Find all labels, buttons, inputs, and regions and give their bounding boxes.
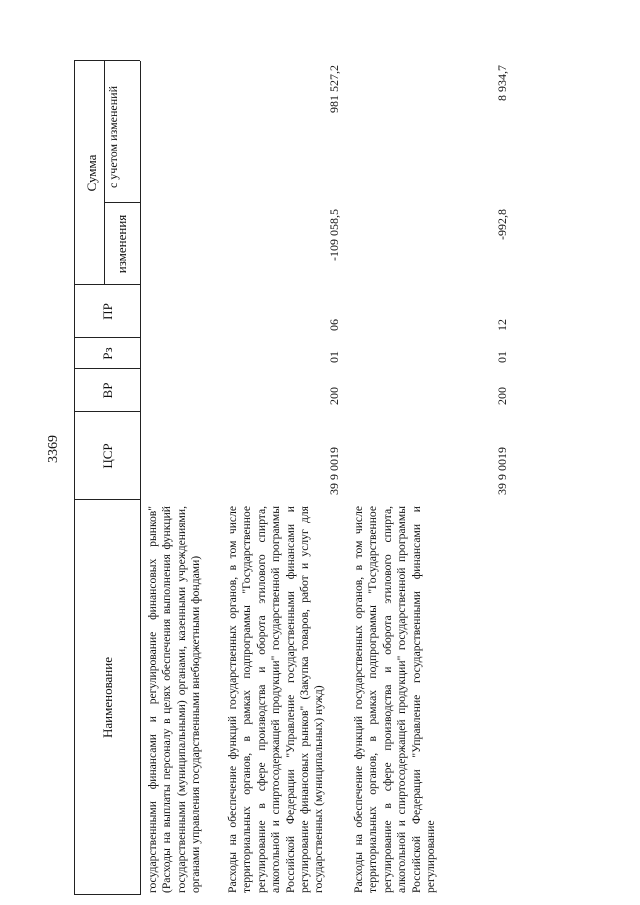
row-2-vr: 200: [327, 387, 341, 405]
row-2-rz: 01: [327, 351, 341, 363]
page-number: 3369: [46, 435, 61, 463]
row-3-csr: 39 9 0019: [495, 447, 509, 495]
column-header-name: Наименование: [100, 657, 115, 738]
row-3-name: Расходы на обеспечение функций государственных органов, в том числе территориальных органов, в рамках подпрограммы "Государственное регулирование в сфере производства и оборота этилового спирта, алкогольной и спиртосодержащей продукции" государственной программы Российской Федерации "Управление государственными финансами и регулирование: [352, 506, 438, 893]
row-3-change: -992,8: [495, 209, 509, 240]
header-bottom-border: [140, 61, 141, 895]
column-header-with-changes: с учетом изменений: [106, 85, 120, 189]
column-header-sum: Сумма: [84, 154, 99, 192]
row-2-csr: 39 9 0019: [327, 447, 341, 495]
row-2-pr: 06: [327, 319, 341, 331]
row-2-change: -109 058,5: [327, 209, 341, 261]
row-2-with-changes: 981 527,2: [327, 65, 341, 113]
row-1-name: государственными финансами и регулирование финансовых рынков" (Расходы на выплаты персоналу в целях обеспечения выполнения функций государственными (муниципальными) органами, казенными учреждениями, органами управления государственными внебюджетными фондами): [146, 506, 203, 893]
column-header-change: изменения: [114, 214, 129, 274]
row-3-pr: 12: [495, 319, 509, 331]
column-header-csr: ЦСР: [100, 443, 115, 469]
row-3-vr: 200: [495, 387, 509, 405]
row-3-rz: 01: [495, 351, 509, 363]
row-3-with-changes: 8 934,7: [495, 65, 509, 101]
column-header-rz: Рз: [100, 347, 115, 360]
header-sum-divider: [104, 61, 105, 285]
table-top-border: [74, 61, 75, 895]
column-header-vr: ВР: [100, 382, 115, 399]
column-header-pr: ПР: [100, 303, 115, 320]
row-2-name: Расходы на обеспечение функций государственных органов, в том числе территориальных органов, в рамках подпрограммы "Государственное регулирование в сфере производства и оборота этилового спирта, алкогольной и спиртосодержащей продукции" государственной программы Российской Федерации "Управление государственными финансами и регулирование финансовых рынков" (Закупка товаров, работ и услуг для государственных (муниципальных) нужд): [226, 506, 326, 893]
